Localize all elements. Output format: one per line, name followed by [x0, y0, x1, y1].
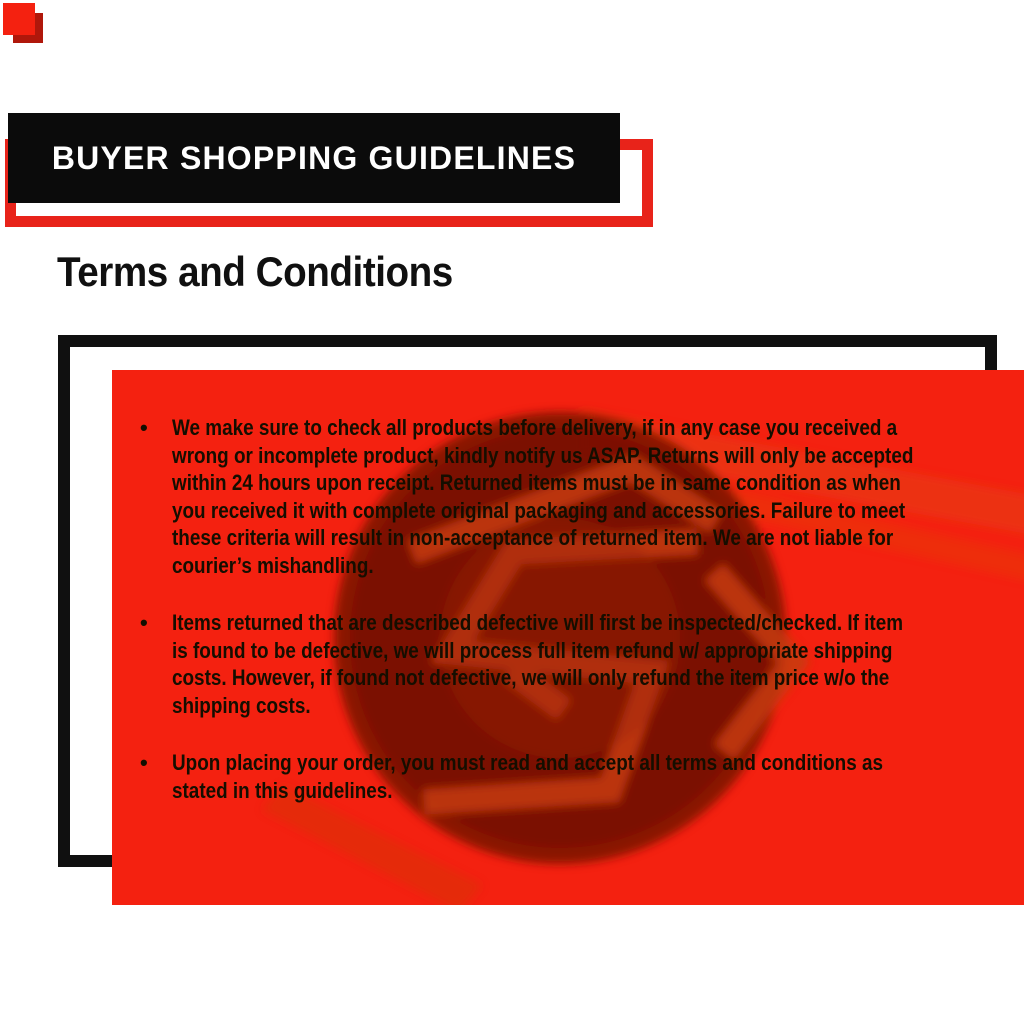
bullet-item: [140, 414, 1010, 579]
bullet-line: these criteria will result in non-acceptance of returned item. We are not liable for: [172, 525, 894, 550]
bullet-line: Items returned that are described defective will first be inspected/checked. If item: [172, 610, 904, 635]
bullet-text: [172, 609, 903, 719]
bullet-line: you received it with complete original packaging and accessories. Failure to meet: [172, 497, 906, 523]
bullet-item: [140, 609, 1010, 719]
bullet-text: [172, 749, 883, 804]
bullet-text: [172, 414, 913, 579]
corner-accent: [0, 0, 48, 48]
bullet-line: Upon placing your order, you must read and accept all terms and conditions as: [172, 750, 884, 775]
bullet-line: within 24 hours upon receipt. Returned items must be in same condition as when: [172, 470, 901, 495]
bullet-dot-icon: •: [140, 415, 148, 440]
bullet-line: costs. However, if found not defective, we will only refund the item price w/o the: [172, 665, 890, 690]
bullet-line: wrong or incomplete product, kindly notify us ASAP. Returns will only be accepted: [172, 442, 914, 468]
bullet-line: stated in this guidelines.: [172, 777, 393, 803]
bullet-dot-icon: •: [140, 750, 148, 775]
section-heading: Terms and Conditions: [57, 248, 453, 295]
bullet-line: We make sure to check all products before delivery, if in any case you received a: [172, 415, 898, 440]
corner-accent-square: [3, 3, 35, 35]
bullet-item: [140, 749, 1010, 804]
terms-box: [112, 370, 1024, 905]
bullet-line: courier’s mishandling.: [172, 552, 374, 578]
bullet-line: is found to be defective, we will process full item refund w/ appropriate shipping: [172, 637, 893, 663]
page-title: BUYER SHOPPING GUIDELINES: [51, 139, 577, 176]
bullet-line: shipping costs.: [172, 692, 311, 718]
bullet-dot-icon: •: [140, 610, 148, 635]
bullet-list: [112, 370, 1024, 834]
title-banner: [8, 113, 620, 203]
